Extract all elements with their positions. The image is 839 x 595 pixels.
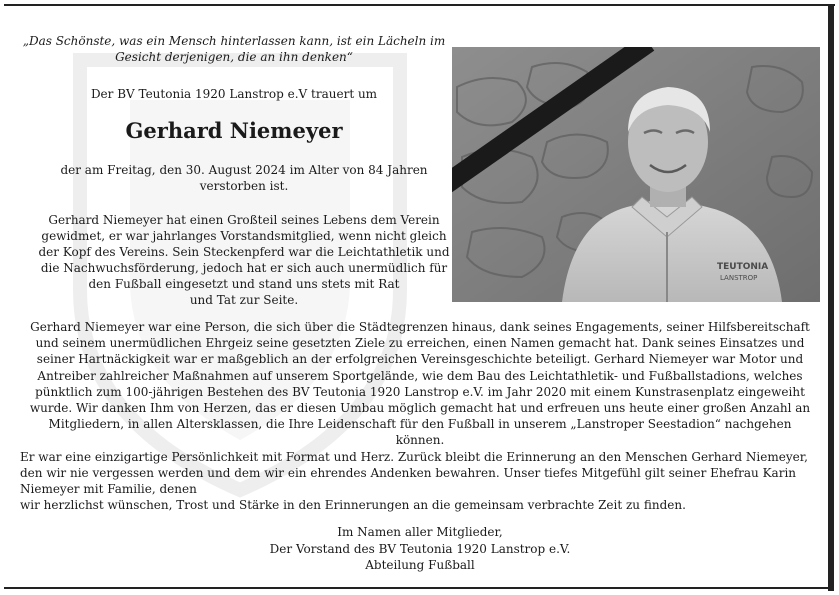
mourning-frame-bottom	[4, 587, 834, 589]
bio-line: der Kopf des Vereins. Sein Steckenpferd war die Leichtathletik und	[38, 245, 450, 259]
quote-line: Gesicht derjenigen, die an ihn denken“	[115, 50, 353, 64]
memorial-quote	[18, 33, 450, 65]
jacket-logo-text: LANSTROP	[720, 274, 758, 282]
jacket-logo-text: TEUTONIA	[717, 262, 769, 272]
tribute-line: seiner Hartnäckigkeit war er maßgeblich an der erfolgreichen Vereinsgeschichte beteiligt. Gerhard Niemeyer war Motor und	[36, 352, 804, 367]
bio-line: gewidmet, er war jahrlanges Vorstandsmitglied, wenn nicht gleich	[41, 229, 447, 243]
condolence-paragraph	[20, 449, 820, 514]
condolence-line: wir herzlichst wünschen, Trost und Stärke in den Erinnerungen an die gemeinsam verbrachte Zeit zu finden.	[20, 498, 686, 513]
biography-paragraph	[34, 212, 454, 308]
death-notice-line: verstorben ist.	[199, 179, 289, 193]
mourning-frame-top	[4, 4, 835, 6]
condolence-line: den wir nie vergessen werden und dem wir ein ehrendes Andenken bewahren. Unser tiefes Mitgefühl gilt seiner Ehefrau Karin	[20, 465, 797, 480]
bio-line: und Tat zur Seite.	[189, 293, 299, 307]
signature-line: Abteilung Fußball	[365, 558, 475, 572]
tribute-paragraph	[20, 319, 820, 449]
death-notice-line: der am Freitag, den 30. August 2024 im Alter von 84 Jahren	[60, 163, 428, 177]
tribute-text	[20, 319, 820, 513]
condolence-line: Er war eine einzigartige Persönlichkeit mit Format und Herz. Zurück bleibt die Erinnerung an den Menschen Gerhard Niemeyer,	[20, 449, 808, 464]
portrait-illustration	[452, 47, 820, 302]
condolence-line: Niemeyer mit Familie, denen	[20, 482, 197, 497]
tribute-line: und seinem unermüdlichen Ehrgeiz seine gesetzten Ziele zu erreichen, einen Namen gemacht hat. Dank seines Einsatzes und	[35, 336, 805, 351]
tribute-line: Mitgliedern, in allen Altersklassen, die Ihre Leidenschaft für den Fußball in unserem „Lanstroper Seestadion“ nachgehen	[48, 417, 792, 432]
bio-line: die Nachwuchsförderung, jedoch hat er sich auch unermüdlich für	[40, 261, 448, 275]
tribute-line: Gerhard Niemeyer war eine Person, die sich über die Städtegrenzen hinaus, dank seines Engagements, seiner Hilfsbereitschaft	[30, 320, 810, 334]
tribute-line: können.	[395, 433, 445, 448]
announcement-line: Der BV Teutonia 1920 Lanstrop e.V trauert um	[90, 87, 378, 101]
tribute-line: Antreiber zahlreicher Maßnahmen auf unserem Sportgelände, wie dem Bau des Leichtathletik- und Fußballstadions, welches	[37, 368, 803, 383]
signature-line: Im Namen aller Mitglieder,	[337, 525, 503, 539]
portrait-photo	[452, 47, 820, 302]
tribute-line: wurde. Wir danken Ihm von Herzen, das er diesen Umbau möglich gemacht hat und erfreuen uns heute einer großen Anzahl an	[29, 401, 811, 416]
deceased-name: Gerhard Niemeyer	[125, 118, 343, 143]
tribute-line: pünktlich zum 100-jährigen Bestehen des BV Teutonia 1920 Lanstrop e.V. im Jahr 2020 mit einem Kunstrasenplatz eingeweiht	[35, 384, 805, 399]
quote-line: „Das Schönste, was ein Mensch hinterlassen kann, ist ein Lächeln im	[22, 34, 446, 48]
bio-line: Gerhard Niemeyer hat einen Großteil seines Lebens dem Verein	[48, 213, 440, 227]
bio-line: den Fußball eingesetzt und stand uns stets mit Rat	[88, 277, 400, 291]
signature-line: Der Vorstand des BV Teutonia 1920 Lanstrop e.V.	[269, 541, 571, 556]
signature-block	[180, 524, 660, 574]
death-notice	[40, 162, 448, 194]
mourning-frame-right	[828, 4, 834, 591]
